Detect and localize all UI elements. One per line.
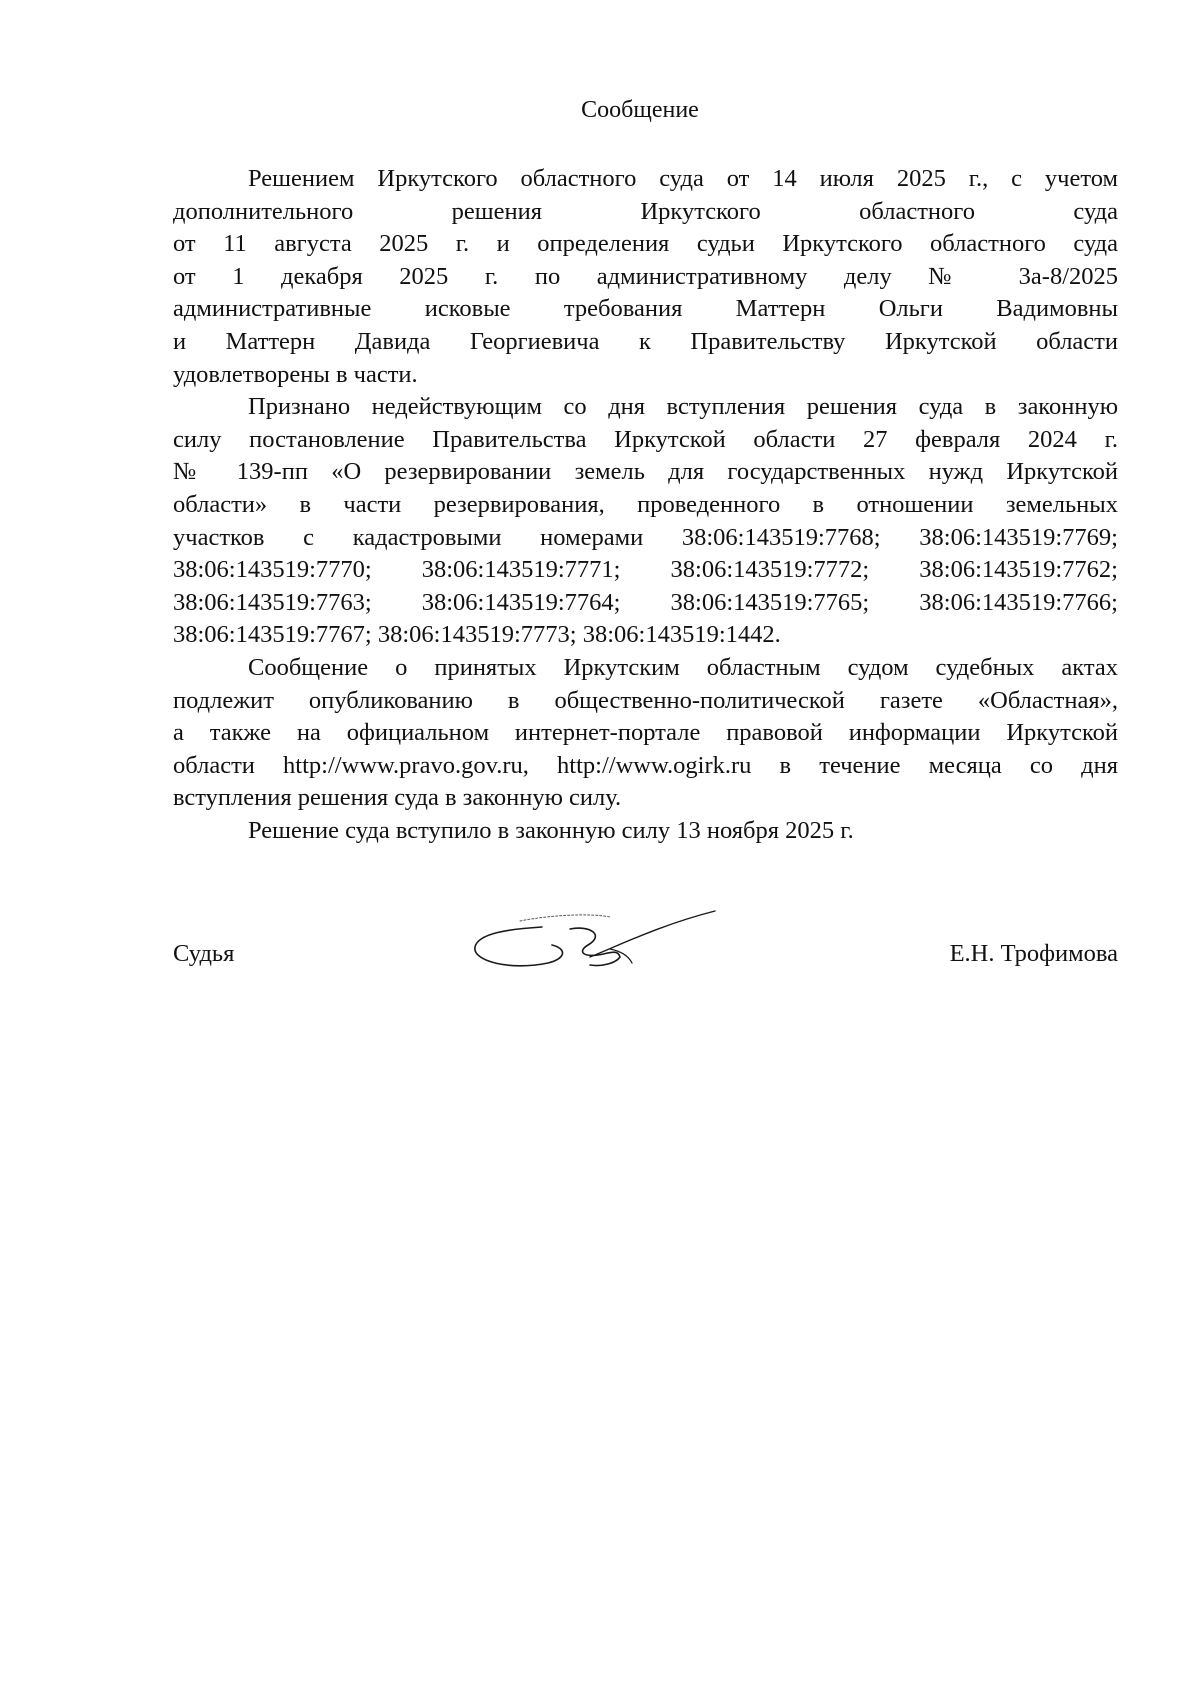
- text-line: 38:06:143519:7763; 38:06:143519:7764; 38:06:143519:7765; 38:06:143519:7766;: [173, 588, 1118, 616]
- text-line: от 1 декабря 2025 г. по административному делу № 3а-8/2025: [173, 262, 1118, 290]
- signer-role: Судья: [173, 940, 235, 967]
- text-line: дополнительного решения Иркутского областного суда: [173, 197, 1118, 225]
- text-line: подлежит опубликованию в общественно-политической газете «Областная»,: [173, 686, 1118, 714]
- paragraph-publication: [173, 652, 1118, 815]
- text-line: Решение суда вступило в законную силу 13 ноября 2025 г.: [248, 816, 854, 844]
- handwritten-signature-icon: [470, 905, 730, 995]
- text-line: Признано недействующим со дня вступления решения суда в законную: [248, 393, 1118, 421]
- text-line: области http://www.pravo.gov.ru, http://www.ogirk.ru в течение месяца со дня: [173, 751, 1118, 779]
- text-line: 38:06:143519:7767; 38:06:143519:7773; 38:06:143519:1442.: [173, 621, 781, 649]
- text-line: 38:06:143519:7770; 38:06:143519:7771; 38:06:143519:7772; 38:06:143519:7762;: [173, 556, 1118, 584]
- text-line: силу постановление Правительства Иркутской области 27 февраля 2024 г.: [173, 425, 1118, 453]
- paragraph-decision: [173, 163, 1118, 391]
- paragraph-effective-date: [173, 815, 1118, 848]
- document-body: [173, 163, 1118, 847]
- text-line: а также на официальном интернет-портале правовой информации Иркутской: [173, 719, 1118, 747]
- signer-name: Е.Н. Трофимова: [949, 940, 1118, 967]
- text-line: участков с кадастровыми номерами 38:06:143519:7768; 38:06:143519:7769;: [173, 523, 1118, 551]
- text-line: вступления решения суда в законную силу.: [173, 784, 622, 812]
- text-line: удовлетворены в части.: [173, 360, 418, 388]
- text-line: Сообщение о принятых Иркутским областным судом судебных актах: [248, 653, 1118, 681]
- text-line: Решением Иркутского областного суда от 14 июля 2025 г., с учетом: [248, 165, 1118, 192]
- text-line: административные исковые требования Маттерн Ольги Вадимовны: [173, 295, 1118, 323]
- text-line: и Маттерн Давида Георгиевича к Правительству Иркутской области: [173, 327, 1118, 355]
- text-line: области» в части резервирования, проведенного в отношении земельных: [173, 490, 1118, 518]
- document-title: Сообщение: [581, 97, 699, 123]
- text-line: от 11 августа 2025 г. и определения судьи Иркутского областного суда: [173, 230, 1118, 258]
- text-line: № 139-пп «О резервировании земель для государственных нужд Иркутской: [173, 458, 1118, 486]
- paragraph-invalidation: [173, 391, 1118, 652]
